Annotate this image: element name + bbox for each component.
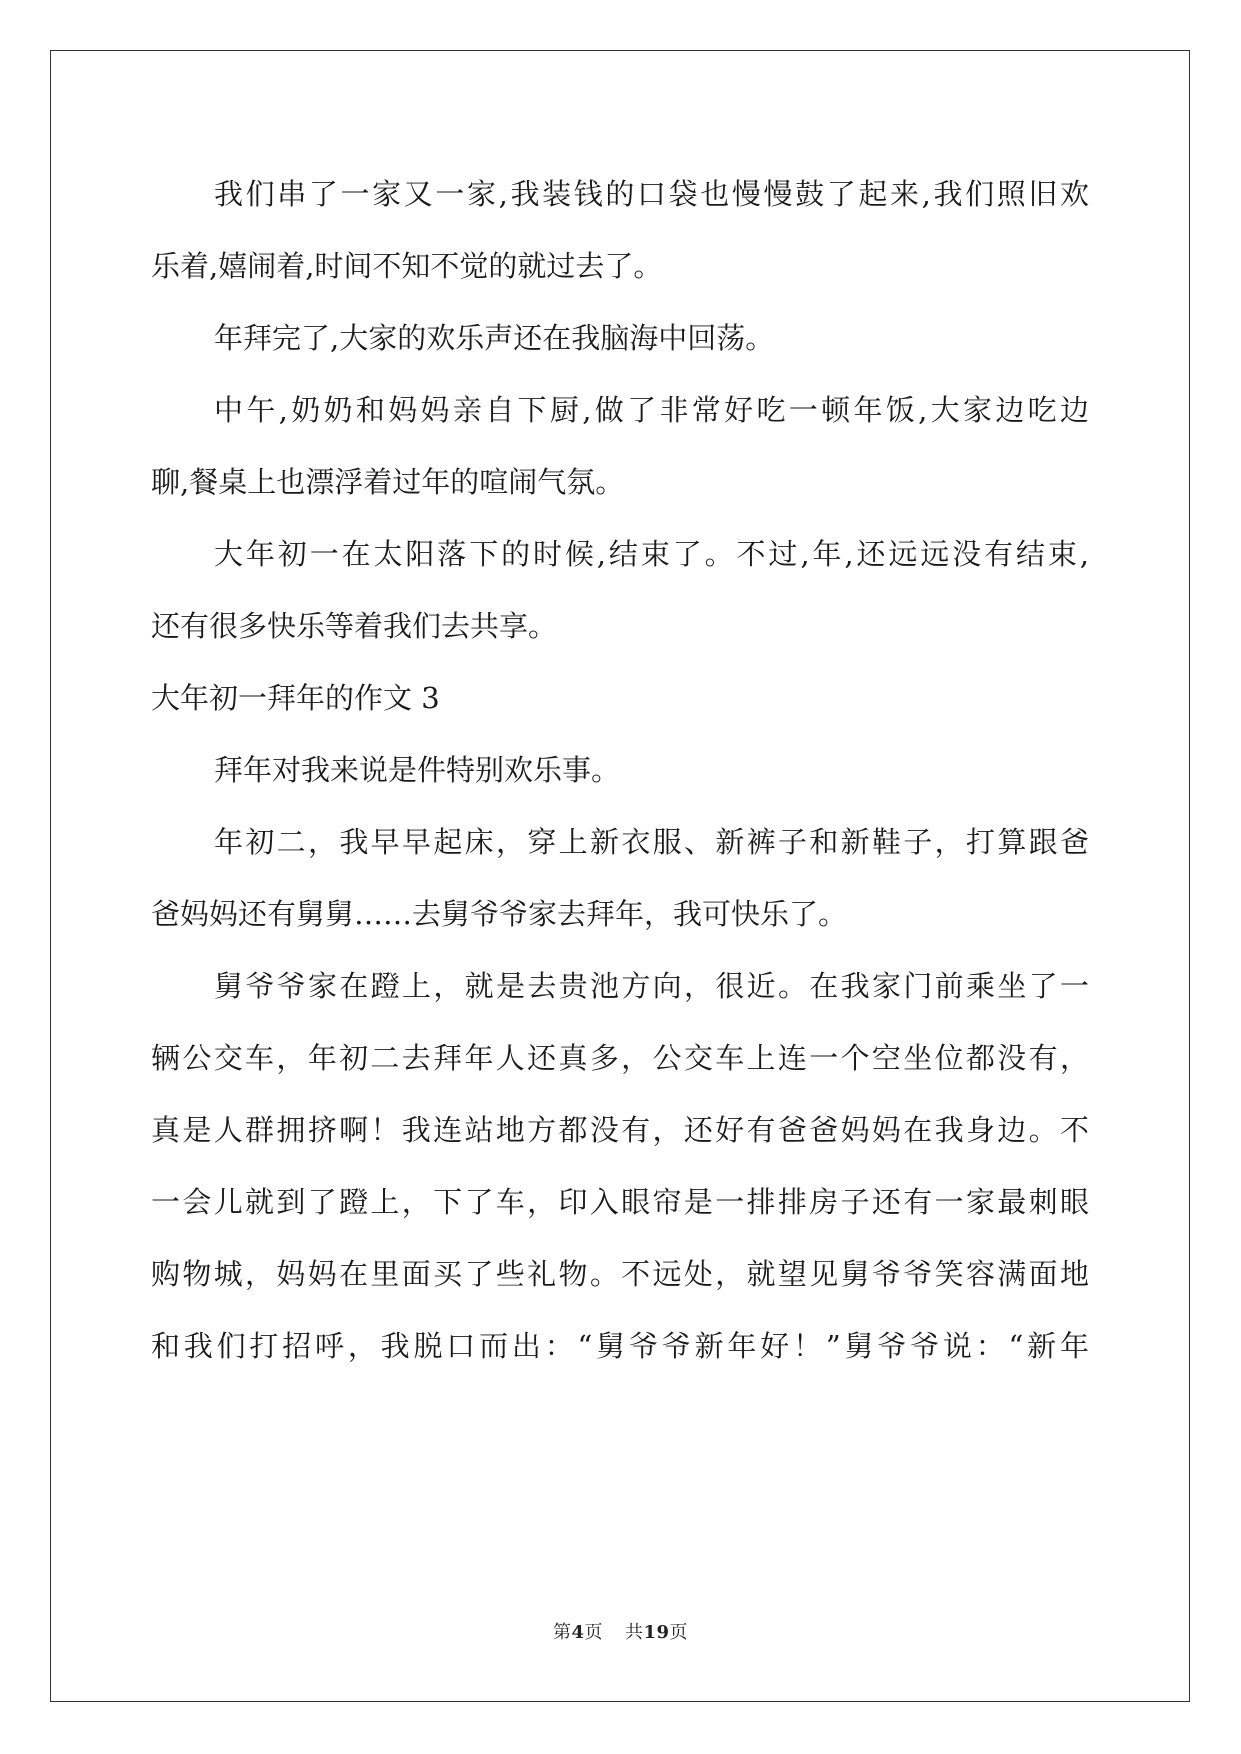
- paragraph-line: 我们串了一家又一家,我装钱的口袋也慢慢鼓了起来,我们照旧欢: [214, 177, 1089, 211]
- total-suffix: 页: [669, 1622, 689, 1643]
- paragraph-line: 聊,餐桌上也漂浮着过年的喧闹气氛。: [151, 465, 625, 499]
- paragraph-line: 大年初一在太阳落下的时候,结束了。不过,年,还远远没有结束,: [214, 537, 1089, 571]
- paragraph-line: 乐着,嬉闹着,时间不知不觉的就过去了。: [151, 249, 663, 283]
- paragraph-line: 年拜完了,大家的欢乐声还在我脑海中回荡。: [214, 321, 775, 355]
- page-footer: [0, 1618, 1241, 1644]
- total-prefix: 共: [624, 1622, 644, 1643]
- paragraph-line: 拜年对我来说是件特别欢乐事。: [214, 753, 621, 787]
- paragraph-line: 购物城，妈妈在里面买了些礼物。不远处，就望见舅爷爷笑容满面地: [151, 1257, 1089, 1291]
- page-current: 4: [571, 1622, 585, 1643]
- paragraph-line: 中午,奶奶和妈妈亲自下厨,做了非常好吃一顿年饭,大家边吃边: [214, 393, 1089, 427]
- paragraph-line: 一会儿就到了蹬上，下了车，印入眼帘是一排排房子还有一家最刺眼: [151, 1185, 1089, 1219]
- paragraph-line: 辆公交车，年初二去拜年人还真多，公交车上连一个空坐位都没有，: [151, 1041, 1089, 1075]
- page-total: 19: [643, 1622, 670, 1643]
- paragraph-line: 舅爷爷家在蹬上，就是去贵池方向，很近。在我家门前乘坐了一: [214, 969, 1089, 1003]
- page-suffix: 页: [584, 1622, 603, 1643]
- document-body: [151, 158, 1089, 1382]
- page-prefix: 第: [552, 1622, 572, 1643]
- paragraph-line: 爸妈妈还有舅舅……去舅爷爷家去拜年，我可快乐了。: [151, 897, 848, 931]
- paragraph-line: 真是人群拥挤啊！我连站地方都没有，还好有爸爸妈妈在我身边。不: [151, 1113, 1089, 1147]
- paragraph-line: 还有很多快乐等着我们去共享。: [151, 609, 558, 643]
- section-heading: 大年初一拜年的作文 3: [151, 681, 440, 715]
- paragraph-line: 和我们打招呼，我脱口而出：“舅爷爷新年好！”舅爷爷说：“新年: [151, 1329, 1089, 1363]
- paragraph-line: 年初二，我早早起床，穿上新衣服、新裤子和新鞋子，打算跟爸: [214, 825, 1089, 859]
